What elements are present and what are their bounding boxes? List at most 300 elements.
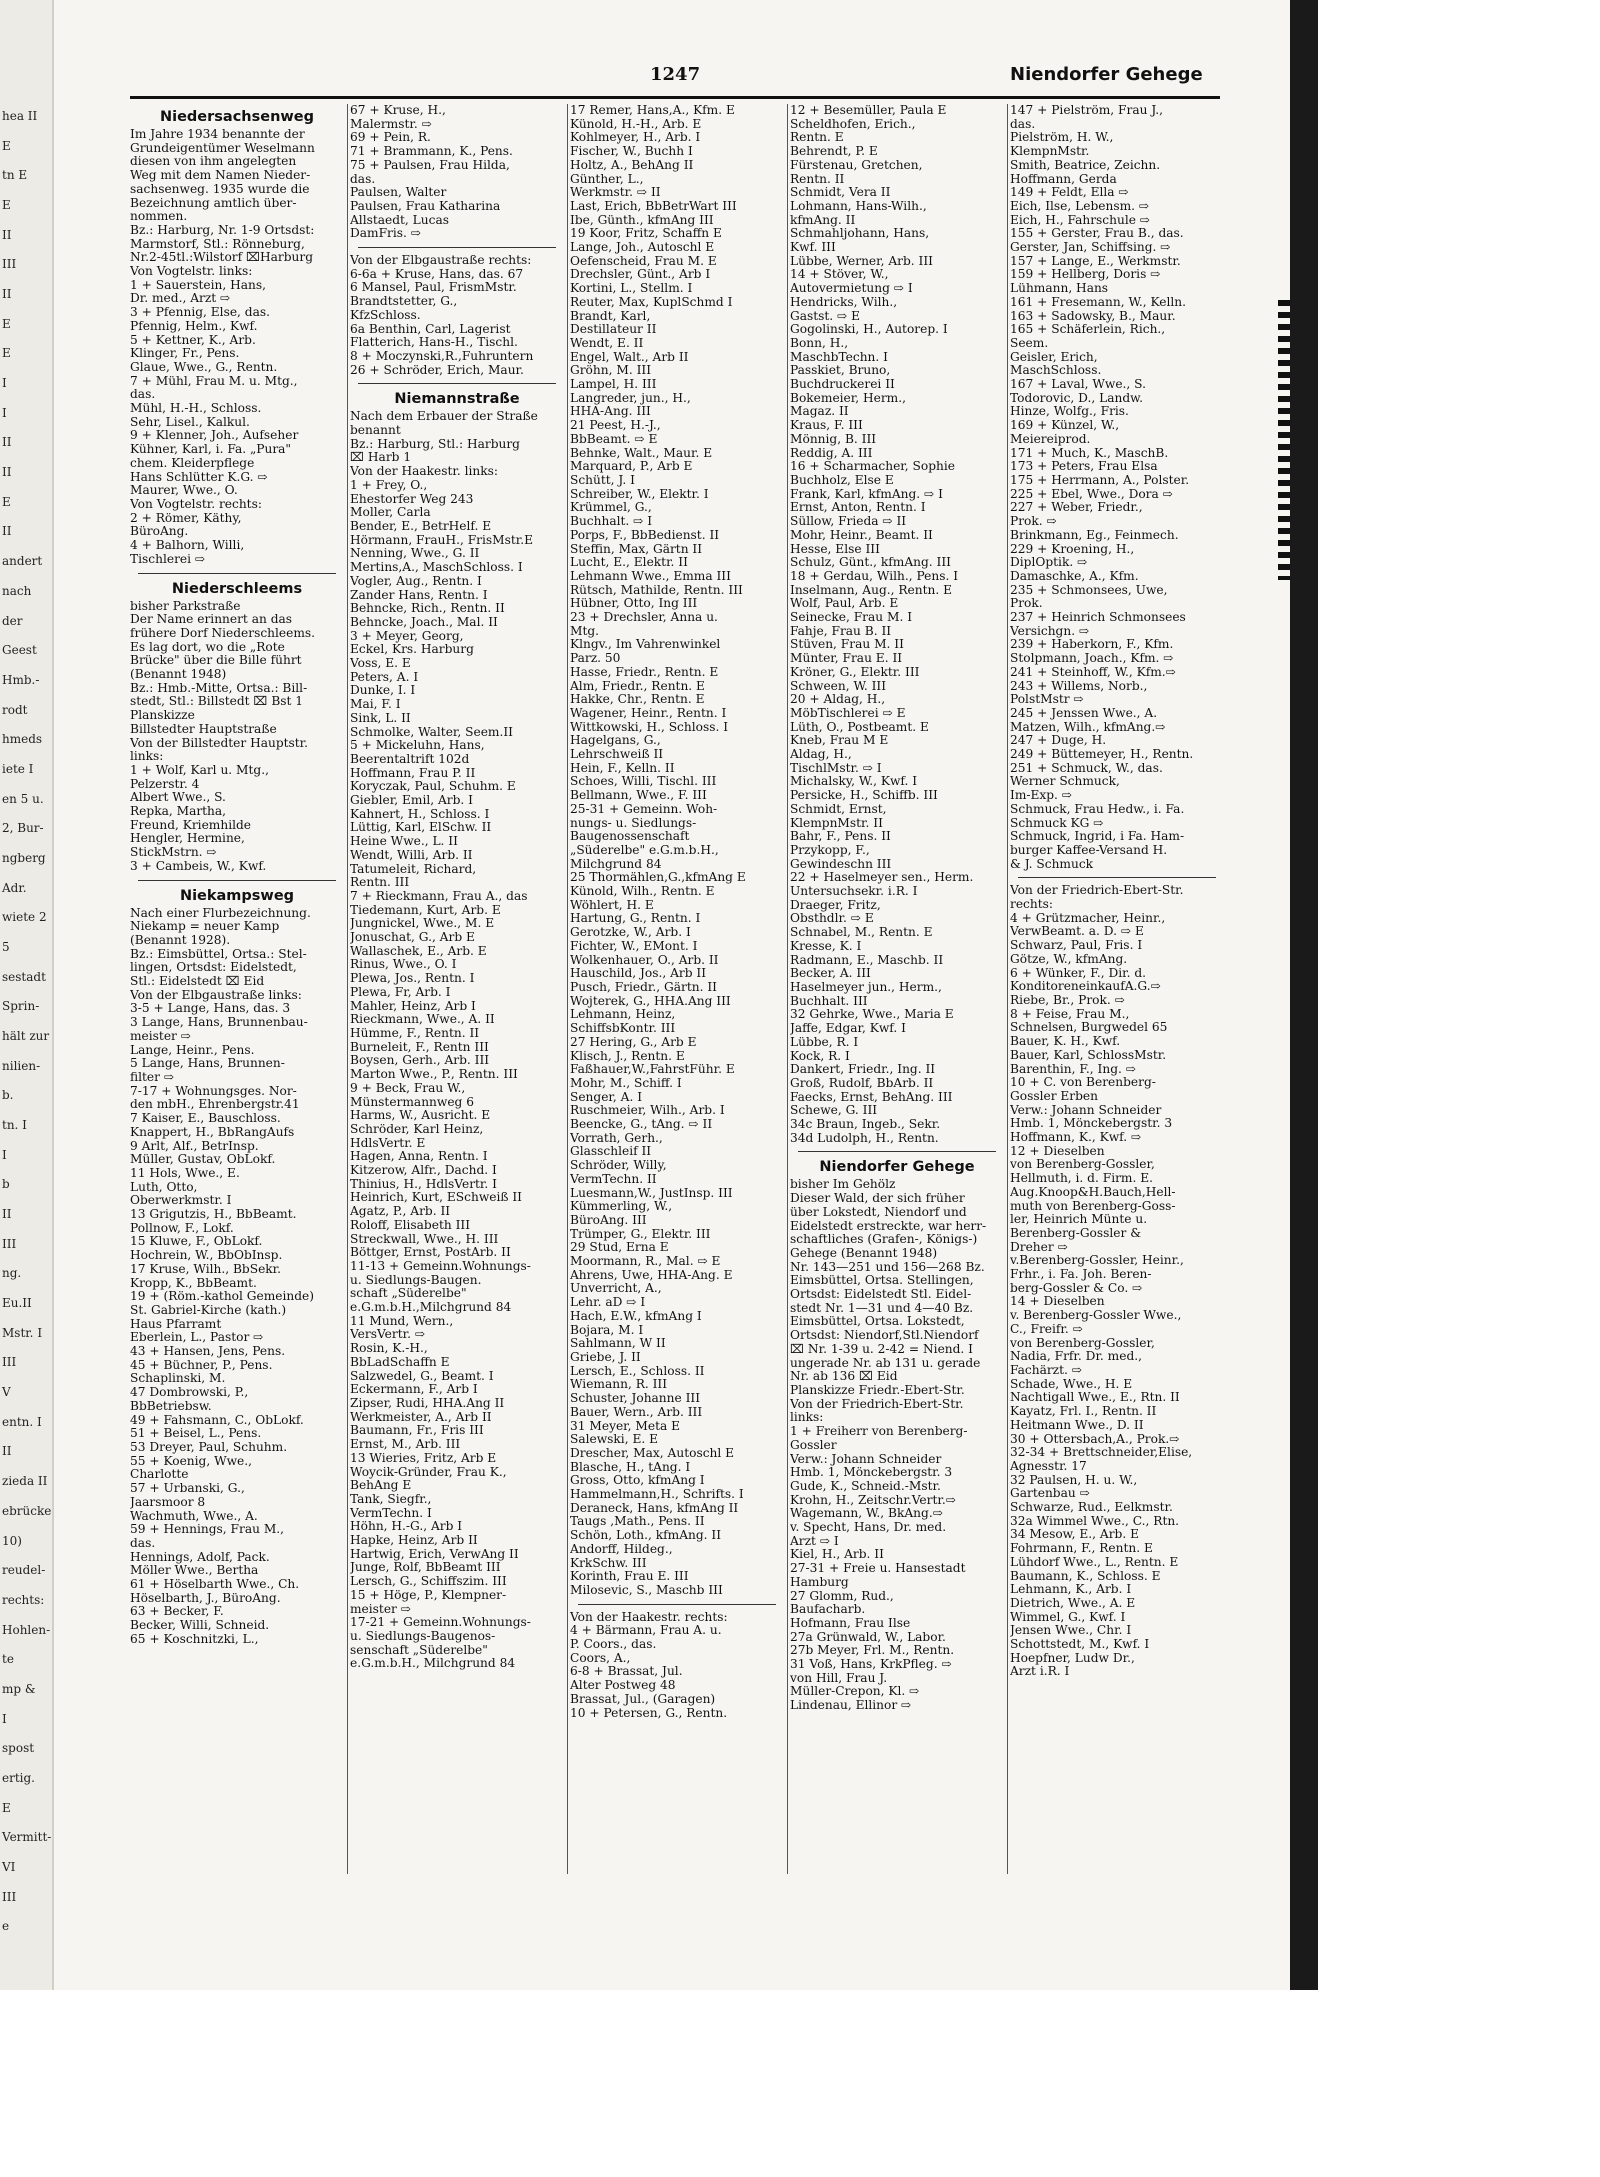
directory-entry: (Benannt 1928). <box>130 933 231 947</box>
directory-entry: Eich, H., Fahrschule ⇨ <box>1010 213 1151 227</box>
directory-entry: MaschbTechn. I <box>790 350 888 364</box>
directory-entry: Von der Haakestr. links: <box>350 465 498 479</box>
column-rule <box>1007 104 1008 1874</box>
directory-entry: Hagelgans, G., <box>570 734 661 748</box>
left-page-fragment: Hmb.- <box>2 673 40 687</box>
directory-entry: VerwBeamt. a. D. ⇨ E <box>1010 925 1144 939</box>
directory-entry: Haus Pfarramt <box>130 1317 222 1331</box>
directory-entry: Wolf, Paul, Arb. E <box>790 597 899 611</box>
directory-entry: 239 + Haberkorn, F., Kfm. <box>1010 638 1174 652</box>
directory-entry: Fischer, W., Buchh I <box>570 145 693 159</box>
directory-entry: VermTechn. I <box>350 1506 432 1520</box>
directory-entry: 22 + Haselmeyer sen., Herm. <box>790 871 974 885</box>
directory-entry: 171 + Much, K., MaschB. <box>1010 446 1169 460</box>
directory-entry: links: <box>130 750 164 764</box>
section-divider <box>358 383 556 384</box>
left-page-fragment: III <box>2 1355 17 1369</box>
directory-entry: Günther, L., <box>570 172 644 186</box>
directory-entry: Bellmann, Wwe., F. III <box>570 789 707 803</box>
directory-entry: 5 + Mickeluhn, Hans, <box>350 739 485 753</box>
directory-entry: HdlsVertr. E <box>350 1136 426 1150</box>
directory-entry: 1 + Frey, O., <box>350 478 428 492</box>
directory-entry: Boysen, Gerh., Arb. III <box>350 1054 490 1068</box>
directory-entry: Ahrens, Uwe, HHA-Ang. E <box>570 1268 733 1282</box>
directory-entry: nungs- u. Siedlungs- <box>570 816 697 830</box>
directory-entry: sachsenweg. 1935 wurde die <box>130 182 310 196</box>
directory-entry: Rentn. E <box>790 131 844 145</box>
left-page-fragment: ertig. <box>2 1771 35 1785</box>
directory-entry: Hammelmann,H., Schrifts. I <box>570 1488 744 1502</box>
directory-entry: 7 + Rieckmann, Frau A., das <box>350 889 528 903</box>
directory-entry: schaftliches (Grafen-, Königs-) <box>790 1233 978 1247</box>
directory-column-5 <box>1010 104 1224 1679</box>
left-page-fragment: ng. <box>2 1266 22 1280</box>
directory-entry: 165 + Schäferlein, Rich., <box>1010 323 1166 337</box>
directory-entry: Baumann, K., Schloss. E <box>1010 1569 1161 1583</box>
directory-entry: Tank, Siegfr., <box>350 1492 432 1506</box>
directory-entry: von Berenberg-Gossler, <box>1010 1336 1155 1350</box>
directory-entry: den mbH., Ehrenbergstr.41 <box>130 1098 300 1112</box>
directory-entry: SchiffsbKontr. III <box>570 1022 676 1036</box>
directory-entry: Schmidt, Ernst, <box>790 802 887 816</box>
directory-entry: Schnabel, M., Rentn. E <box>790 926 933 940</box>
street-heading: Niekampsweg <box>179 887 295 904</box>
directory-entry: 19 Koor, Fritz, Schaffn E <box>570 227 722 241</box>
directory-entry: Hoepfner, Ludw Dr., <box>1010 1651 1135 1665</box>
directory-entry: Meiereiprod. <box>1010 432 1091 446</box>
directory-entry: Sehr, Lisel., Kalkul. <box>130 415 250 429</box>
directory-entry: 149 + Feldt, Ella ⇨ <box>1010 186 1129 200</box>
directory-entry: Müller-Crepon, Kl. ⇨ <box>790 1685 920 1699</box>
directory-entry: Holtz, A., BehAng II <box>570 158 694 172</box>
directory-entry: 167 + Laval, Wwe., S. <box>1010 378 1146 392</box>
directory-entry: Ernst, Anton, Rentn. I <box>790 501 926 515</box>
directory-entry: Hartwig, Erich, VerwAng II <box>350 1547 519 1561</box>
directory-entry: Von Vogtelstr. links: <box>130 265 253 279</box>
directory-entry: Lüth, O., Postbeamt. E <box>790 720 929 734</box>
directory-entry: Steffin, Max, Gärtn II <box>570 542 703 556</box>
directory-entry: 13 Grigutzis, H., BbBeamt. <box>130 1208 297 1222</box>
left-page-fragment: I <box>2 1148 7 1162</box>
directory-entry: Malermstr. ⇨ <box>350 117 432 131</box>
directory-entry: Lersch, E., Schloss. II <box>570 1364 705 1378</box>
directory-entry: Hauschild, Jos., Arb II <box>570 967 707 981</box>
directory-entry: 161 + Fresemann, W., Kelln. <box>1010 295 1186 309</box>
directory-entry: Hennings, Adolf, Pack. <box>130 1550 270 1564</box>
left-page-fragment: tn E <box>2 168 28 182</box>
left-page-fragment: ebrücke <box>2 1504 52 1518</box>
directory-entry: 27a Grünwald, W., Labor. <box>790 1630 946 1644</box>
directory-entry: Mertins,A., MaschSchloss. I <box>350 561 523 575</box>
directory-entry: Charlotte <box>130 1468 189 1482</box>
directory-entry: Stüven, Frau M. II <box>790 638 904 652</box>
left-page-fragment: ngberg <box>2 851 46 865</box>
directory-entry: Höhn, H.-G., Arb I <box>350 1520 463 1534</box>
directory-entry: Deraneck, Hans, kfmAng II <box>570 1501 739 1515</box>
directory-entry: Gerster, Jan, Schiffsing. ⇨ <box>1010 241 1171 255</box>
directory-entry: 25-31 + Gemeinn. Woh- <box>570 802 718 816</box>
left-page-fragment: II <box>2 1444 12 1458</box>
directory-entry: St. Gabriel-Kirche (kath.) <box>130 1303 287 1317</box>
street-heading: Niederschleems <box>171 580 303 597</box>
directory-entry: Brinkmann, Eg., Feinmech. <box>1010 528 1179 542</box>
directory-entry: Hinze, Wolfg., Fris. <box>1010 405 1129 419</box>
directory-entry: berg-Gossler & Co. ⇨ <box>1010 1281 1143 1295</box>
directory-entry: muth von Berenberg-Goss- <box>1010 1199 1176 1213</box>
directory-entry: Nr. 143—251 und 156—268 Bz. <box>790 1260 985 1274</box>
directory-entry: 51 + Beisel, L., Pens. <box>130 1427 262 1441</box>
directory-entry: Plewa, Jos., Rentn. I <box>350 972 475 986</box>
directory-entry: stedt Nr. 1—31 und 4—40 Bz. <box>790 1301 974 1315</box>
directory-entry: Agatz, P., Arb. II <box>350 1205 451 1219</box>
directory-entry: 12 + Dieselben <box>1010 1144 1105 1158</box>
directory-entry: Plewa, Fr, Arb. I <box>350 985 451 999</box>
left-page-fragment: hält zur <box>2 1029 50 1043</box>
directory-entry: 9 + Klenner, Joh., Aufseher <box>130 429 299 443</box>
left-page-fragment: nilien- <box>2 1059 41 1073</box>
directory-entry: Gastst. ⇨ E <box>790 309 861 323</box>
directory-entry: Tatumeleit, Richard, <box>350 862 477 876</box>
directory-entry: Tiedemann, Kurt, Arb. E <box>350 903 501 917</box>
directory-entry: Flatterich, Hans-H., Tischl. <box>350 336 518 350</box>
section-divider <box>138 880 336 881</box>
directory-entry: & J. Schmuck <box>1010 857 1094 871</box>
directory-entry: Wachmuth, Wwe., A. <box>130 1509 258 1523</box>
directory-entry: 32a Wimmel Wwe., C., Rtn. <box>1010 1514 1180 1528</box>
directory-entry: Andorff, Hildeg., <box>570 1542 673 1556</box>
directory-entry: 59 + Hennings, Frau M., <box>130 1523 285 1537</box>
directory-entry: 15 + Höge, P., Klempner- <box>350 1588 507 1602</box>
directory-entry: Kwf. III <box>790 241 836 255</box>
directory-entry: Moller, Carla <box>350 506 431 520</box>
left-page-fragment: E <box>2 346 11 360</box>
directory-entry: BbBeamt. ⇨ E <box>570 432 658 446</box>
directory-entry: Bahr, F., Pens. II <box>790 830 891 844</box>
directory-entry: Hasse, Friedr., Rentn. E <box>570 665 719 679</box>
directory-entry: Versichgn. ⇨ <box>1010 624 1090 638</box>
directory-entry: e.G.m.b.H.,Milchgrund 84 <box>350 1301 512 1315</box>
directory-entry: Höselbarth, J., BüroAng. <box>130 1591 281 1605</box>
directory-entry: 11 Mund, Wern., <box>350 1314 454 1328</box>
directory-entry: Kiel, H., Arb. II <box>790 1548 884 1562</box>
directory-entry: 9 Arlt, Alf., BetrInsp. <box>130 1139 259 1153</box>
directory-entry: Behncke, Joach., Mal. II <box>350 615 498 629</box>
directory-entry: 245 + Jenssen Wwe., A. <box>1010 706 1158 720</box>
directory-entry: Eckel, Krs. Harburg <box>350 643 474 657</box>
directory-entry: Brandt, Karl, <box>570 309 651 323</box>
directory-entry: 29 Stud, Erna E <box>570 1241 669 1255</box>
left-page-fragment: Adr. <box>2 881 27 895</box>
directory-entry: Klisch, J., Rentn. E <box>570 1049 685 1063</box>
directory-entry: Riebe, Br., Prok. ⇨ <box>1010 994 1125 1007</box>
directory-entry: Drechsler, Günt., Arb I <box>570 268 711 282</box>
directory-entry: 71 + Brammann, K., Pens. <box>350 145 513 159</box>
directory-entry: Alter Postweg 48 <box>570 1679 676 1693</box>
directory-entry: Bojara, M. I <box>570 1323 644 1337</box>
directory-entry: diesen von ihm angelegten <box>130 155 297 169</box>
directory-entry: Radmann, E., Maschb. II <box>790 953 944 967</box>
directory-entry: 235 + Schmonsees, Uwe, <box>1010 583 1168 597</box>
directory-entry: Kresse, K. I <box>790 939 862 953</box>
directory-entry: Fürstenau, Gretchen, <box>790 158 923 172</box>
directory-entry: Agnesstr. 17 <box>1010 1459 1087 1473</box>
directory-entry: 10 + C. von Berenberg- <box>1010 1076 1156 1090</box>
directory-entry: BehAng E <box>350 1479 412 1493</box>
directory-entry: Dr. med., Arzt ⇨ <box>130 292 231 306</box>
directory-entry: Verw.: Johann Schneider <box>1010 1103 1162 1117</box>
directory-entry: Salewski, E. E <box>570 1433 658 1447</box>
directory-entry: bisher Im Gehölz <box>790 1178 896 1192</box>
directory-entry: chem. Kleiderpflege <box>130 456 255 470</box>
directory-entry: Behnke, Walt., Maur. E <box>570 446 713 460</box>
directory-entry: Inselmann, Aug., Rentn. E <box>790 583 953 597</box>
directory-entry: Lange, Heinr., Pens. <box>130 1043 255 1057</box>
directory-entry: 43 + Hansen, Jens, Pens. <box>130 1345 286 1359</box>
directory-entry: KonditoreneinkaufA.G.⇨ <box>1010 980 1161 994</box>
directory-entry: Hörmann, FrauH., FrisMstr.E <box>350 533 534 547</box>
directory-entry: Bonn, H., <box>790 336 849 350</box>
directory-entry: 2 + Römer, Käthy, <box>130 511 242 525</box>
running-head: Niendorfer Gehege <box>1010 64 1203 85</box>
directory-entry: Gewindeschn III <box>790 857 892 871</box>
directory-entry: Schnelsen, Burgwedel 65 <box>1010 1021 1168 1035</box>
left-page-fragment: Hohlen- <box>2 1623 51 1637</box>
directory-entry: links: <box>790 1411 824 1425</box>
directory-entry: Lersch, G., Schiffszim. III <box>350 1575 507 1589</box>
directory-entry: frühere Dorf Niederschleems. <box>130 626 316 640</box>
directory-entry: Behrendt, P. E <box>790 145 878 159</box>
directory-entry: Lühdorf Wwe., L., Rentn. E <box>1010 1555 1179 1569</box>
directory-entry: Gossler Erben <box>1010 1089 1098 1103</box>
directory-entry: Von der Friedrich-Ebert-Str. <box>1010 884 1184 898</box>
directory-entry: Hach, E.W., kfmAng I <box>570 1309 702 1323</box>
directory-entry: Freund, Kriemhilde <box>130 818 252 832</box>
directory-column-4 <box>790 104 1004 1713</box>
directory-entry: Werkmstr. ⇨ II <box>570 186 661 200</box>
directory-entry: 8 + Moczynski,R.,Fuhruntern <box>350 349 534 363</box>
left-page-fragment: tn. I <box>2 1118 27 1132</box>
directory-entry: Jaffe, Edgar, Kwf. I <box>790 1022 906 1036</box>
directory-entry: Aug.Knoop&H.Bauch,Hell- <box>1010 1185 1176 1199</box>
directory-entry: Reuter, Max, KuplSchmd I <box>570 295 733 309</box>
left-page-fragment: e <box>2 1919 10 1933</box>
directory-entry: 6 Mansel, Paul, FrismMstr. <box>350 281 517 295</box>
directory-entry: Vogler, Aug., Rentn. I <box>350 574 482 588</box>
directory-entry: Gude, K., Schneid.-Mstr. <box>790 1479 941 1493</box>
directory-entry: Wallaschek, E., Arb. E <box>350 944 487 958</box>
directory-entry: 17 Kruse, Wilh., BbSekr. <box>130 1262 282 1276</box>
directory-entry: 1 + Wolf, Karl u. Mtg., <box>130 763 269 777</box>
directory-entry: Hesse, Else III <box>790 542 880 556</box>
binding-shadow <box>1290 0 1318 1990</box>
directory-entry: Hamburg <box>790 1575 849 1589</box>
directory-entry: 241 + Steinhoff, W., Kfm.⇨ <box>1010 665 1176 679</box>
directory-entry: Rosin, K.-H., <box>350 1342 428 1356</box>
directory-entry: 27 Glomm, Rud., <box>790 1589 894 1603</box>
directory-entry: Schröder, Karl Heinz, <box>350 1122 484 1136</box>
directory-entry: 31 Meyer, Meta E <box>570 1419 681 1433</box>
directory-entry: 19 + (Röm.-kathol Gemeinde) <box>130 1290 315 1304</box>
directory-entry: Unverricht, A., <box>570 1282 662 1296</box>
directory-entry: TischlMstr. ⇨ I <box>790 761 882 775</box>
directory-entry: Nadia, Frfr. Dr. med., <box>1010 1350 1142 1364</box>
directory-entry: Parz. 50 <box>570 652 621 666</box>
directory-entry: Pelzerstr. 4 <box>130 777 200 791</box>
directory-entry: Wiemann, R. III <box>570 1378 668 1392</box>
directory-entry: Nr. ab 136 ⌧ Eid <box>790 1370 898 1384</box>
directory-entry: 6-6a + Kruse, Hans, das. 67 <box>350 267 524 281</box>
directory-entry: Luth, Otto, <box>130 1180 198 1194</box>
directory-entry: Schmolke, Walter, Seem.II <box>350 725 513 739</box>
left-page-fragment: rodt <box>2 703 28 717</box>
directory-entry: Hofmann, Frau Ilse <box>790 1616 911 1630</box>
directory-entry: das. <box>1010 117 1036 131</box>
directory-entry: Kahnert, H., Schloss. I <box>350 807 490 821</box>
directory-entry: Paulsen, Walter <box>350 186 447 200</box>
left-page-fragment: E <box>2 495 11 509</box>
street-heading: Niemannstraße <box>394 391 520 408</box>
directory-entry: Kühner, Karl, i. Fa. „Pura" <box>130 443 292 457</box>
directory-entry: 3 + Cambeis, W., Kwf. <box>130 859 267 873</box>
header-rule <box>130 96 1220 99</box>
directory-entry: Schröder, Willy, <box>570 1159 667 1173</box>
section-divider <box>138 573 336 574</box>
directory-entry: Buchhalt. ⇨ I <box>570 515 653 529</box>
directory-entry: Wendt, Willi, Arb. II <box>350 848 473 862</box>
directory-entry: Von der Friedrich-Ebert-Str. <box>790 1397 964 1411</box>
directory-entry: 6 + Wünker, F., Dir. d. <box>1010 966 1147 980</box>
directory-entry: 169 + Künzel, W., <box>1010 419 1120 433</box>
directory-entry: 32 Gehrke, Wwe., Maria E <box>790 1008 954 1022</box>
section-divider <box>1018 877 1216 878</box>
directory-entry: Der Name erinnert an das <box>130 613 293 627</box>
directory-entry: lingen, Ortsdst: Eidelstedt, <box>130 961 297 975</box>
left-page-fragment: II <box>2 435 12 449</box>
directory-entry: Gossler <box>790 1438 837 1452</box>
directory-entry: meister ⇨ <box>130 1029 191 1043</box>
directory-entry: Lehrschweiß II <box>570 748 664 762</box>
left-page-fragment: II <box>2 1207 12 1221</box>
directory-entry: Verw.: Johann Schneider <box>790 1452 942 1466</box>
directory-entry: Przykopp, F., <box>790 843 870 857</box>
directory-entry: 173 + Peters, Frau Elsa <box>1010 460 1158 474</box>
directory-entry: Schoes, Willi, Tischl. III <box>570 775 717 789</box>
directory-entry: Lampel, H. III <box>570 378 657 392</box>
directory-entry: Klngv., Im Vahrenwinkel <box>570 638 721 652</box>
section-divider <box>798 1151 996 1152</box>
page-number: 1247 <box>650 64 701 85</box>
directory-entry: Burneleit, F., Rentn III <box>350 1040 489 1054</box>
left-page-fragment: reudel- <box>2 1563 46 1577</box>
directory-entry: Drescher, Max, Autoschl E <box>570 1446 735 1460</box>
directory-entry: senschaft „Süderelbe" <box>350 1643 488 1657</box>
left-page-edge <box>0 0 54 1990</box>
directory-entry: von Berenberg-Gossler, <box>1010 1158 1155 1172</box>
directory-entry: Lehmann Wwe., Emma III <box>570 569 731 583</box>
directory-entry: Streckwall, Wwe., H. III <box>350 1232 499 1246</box>
directory-entry: Bz.: Eimsbüttel, Ortsa.: Stel- <box>130 947 307 961</box>
directory-entry: Schade, Wwe., H. E <box>1010 1377 1133 1391</box>
left-page-fragment: Eu.II <box>2 1296 32 1310</box>
directory-entry: Oefenscheid, Frau M. E <box>570 254 717 268</box>
directory-entry: Faecks, Ernst, BehAng. III <box>790 1090 953 1104</box>
left-page-fragment: sestadt <box>2 970 46 984</box>
directory-entry: Rinus, Wwe., O. I <box>350 958 457 972</box>
directory-entry: Schreiber, W., Elektr. I <box>570 487 709 501</box>
directory-entry: 65 + Koschnitzki, L., <box>130 1632 259 1646</box>
directory-entry: Dankert, Friedr., Ing. II <box>790 1063 936 1077</box>
directory-entry: 26 + Schröder, Erich, Maur. <box>350 363 524 377</box>
directory-entry: Schwarze, Rud., Eelkmstr. <box>1010 1501 1173 1515</box>
directory-entry: Koryczak, Paul, Schuhm. E <box>350 780 516 794</box>
directory-entry: Lübbe, Werner, Arb. III <box>790 254 933 268</box>
directory-entry: Schmidt, Vera II <box>790 186 891 200</box>
directory-entry: 7 + Mühl, Frau M. u. Mtg., <box>130 374 298 388</box>
left-page-fragment: entn. I <box>2 1415 42 1429</box>
directory-entry: bisher Parkstraße <box>130 599 241 613</box>
directory-entry: Schwarz, Paul, Fris. I <box>1010 939 1143 953</box>
directory-entry: 32-34 + Brettschneider,Elise, <box>1010 1446 1193 1460</box>
directory-entry: Griebe, J. II <box>570 1350 641 1364</box>
directory-entry: Marton Wwe., P., Rentn. III <box>350 1068 518 1082</box>
directory-entry: Zander Hans, Rentn. I <box>350 588 488 602</box>
directory-entry: Dietrich, Wwe., A. E <box>1010 1596 1136 1610</box>
directory-entry: Gröhn, M. III <box>570 364 652 378</box>
directory-entry: Nachtigall Wwe., E., Rtn. II <box>1010 1391 1180 1405</box>
directory-entry: u. Siedlungs-Baugenos- <box>350 1629 496 1643</box>
left-page-fragment: III <box>2 257 17 271</box>
left-page-fragment: III <box>2 1890 17 1904</box>
directory-entry: Rütsch, Mathilde, Rentn. III <box>570 583 743 597</box>
directory-entry: Mohr, Heinr., Beamt. II <box>790 528 933 542</box>
directory-entry: 17 Remer, Hans,A., Kfm. E <box>570 104 735 117</box>
left-page-fragment: en 5 u. <box>2 792 44 806</box>
directory-entry: Möller Wwe., Bertha <box>130 1564 259 1578</box>
directory-entry: Im Jahre 1934 benannte der <box>130 128 305 141</box>
directory-entry: 27 Hering, G., Arb E <box>570 1035 697 1049</box>
directory-entry: Götze, W., kfmAng. <box>1010 952 1128 966</box>
directory-entry: Schewe, G. III <box>790 1104 878 1118</box>
directory-entry: Marquard, P., Arb E <box>570 460 693 474</box>
directory-entry: Wittkowski, H., Schloss. I <box>570 720 729 734</box>
directory-entry: stedt, Stl.: Billstedt ⌧ Bst 1 <box>130 695 304 709</box>
directory-entry: Rieckmann, Wwe., A. II <box>350 1013 495 1027</box>
directory-entry: Schön, Loth., kfmAng. II <box>570 1529 722 1543</box>
directory-entry: Gross, Otto, kfmAng I <box>570 1474 705 1488</box>
left-page-fragment: I <box>2 376 7 390</box>
directory-entry: Matzen, Wilh., kfmAng.⇨ <box>1010 720 1166 734</box>
directory-entry: Eckermann, F., Arb I <box>350 1383 478 1397</box>
directory-entry: Lüttig, Karl, ElSchw. II <box>350 821 492 835</box>
directory-entry: Krümmel, G., <box>570 501 652 515</box>
directory-entry: Beerentaltrift 102d <box>350 752 470 766</box>
directory-entry: Sink, L. II <box>350 711 411 725</box>
directory-entry: Paulsen, Frau Katharina <box>350 199 501 213</box>
directory-entry: HHA-Ang. III <box>570 405 651 419</box>
directory-entry: 18 + Gerdau, Wilh., Pens. I <box>790 569 959 583</box>
directory-entry: Heinrich, Kurt, ESchweiß II <box>350 1191 522 1205</box>
directory-entry: Eimsbüttel, Ortsa. Lokstedt, <box>790 1315 965 1329</box>
directory-entry: Nach einer Flurbezeichnung. <box>130 906 311 920</box>
directory-entry: Junge, Rolf, BbBeamt III <box>350 1561 501 1575</box>
directory-entry: 5 + Kettner, K., Arb. <box>130 333 256 347</box>
directory-entry: BüroAng. <box>130 525 189 539</box>
directory-entry: das. <box>130 388 156 402</box>
directory-entry: BbBetriebsw. <box>130 1399 212 1413</box>
directory-entry: Glasschleif II <box>570 1145 652 1159</box>
directory-entry: Untersuchsekr. i.R. I <box>790 885 918 899</box>
directory-entry: Korinth, Frau E. III <box>570 1570 689 1584</box>
